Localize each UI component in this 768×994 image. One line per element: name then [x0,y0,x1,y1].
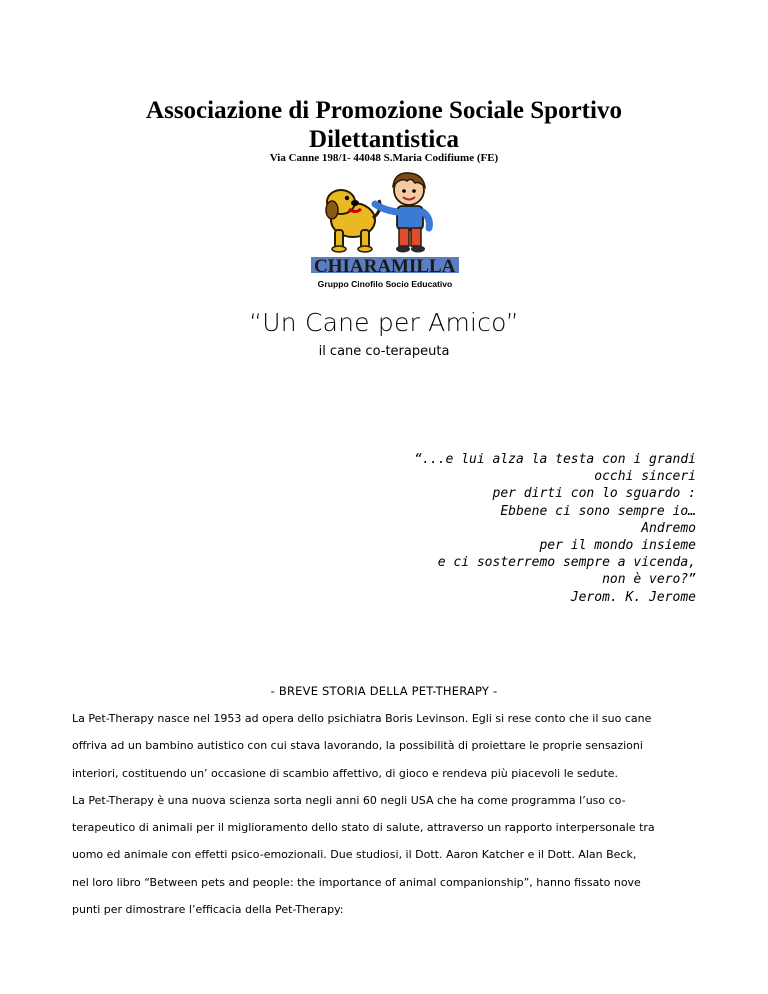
body-line: nel loro libro “Between pets and people: the importance of animal companionship”, hanno fissato nove [72,875,641,889]
document-title: “Un Cane per Amico” [249,308,519,337]
child-icon [375,173,429,253]
body-line: La Pet-Therapy nasce nel 1953 ad opera dello psichiatra Boris Levinson. Egli si rese conto che il suo cane [72,712,652,725]
organization-title [0,96,768,154]
body-line: offriva ad un bambino autistico con cui stava lavorando, la possibilità di proiettare le proprie sensazioni [72,739,643,753]
quote-line: e ci sosterremo sempre a vicenda, [437,555,696,571]
brand-name-part2: MILLA [391,256,456,277]
quote-line: Ebbene ci sono sempre io… [500,503,696,519]
chiaramilla-logo [305,172,465,294]
quote-line: per il mondo insieme [539,538,696,554]
quote-line: per dirti con lo sguardo : [492,486,696,502]
body-line: punti per dimostrare l’efficacia della Pet-Therapy: [72,903,344,917]
quote-line: non è vero?” [602,572,696,588]
body-line: interiori, costituendo un’ occasione di scambio affettivo, di gioco e rendeva più piacevoli le sedute. [72,766,619,780]
brand-caption: Gruppo Cinofilo Socio Educativo [317,279,453,289]
body-line: La Pet-Therapy è una nuova scienza sorta negli anni 60 negli USA che ha come programma l’uso co- [72,793,626,807]
body-line: terapeutico di animali per il miglioramento dello stato di salute, attraverso un rapporto interpersonale tra [72,821,655,835]
quote-author: Jerom. K. Jerome [570,589,696,605]
document-tagline: il cane co-terapeuta [318,344,450,359]
brand-name-part1: CHIARA [314,256,392,277]
organization-title-line1: Associazione di Promozione Sociale Sportivo [146,97,622,124]
section-heading: - BREVE STORIA DELLA PET-THERAPY - [270,684,498,698]
organization-address: Via Canne 198/1- 44048 S.Maria Codifiume (FE) [269,152,499,164]
epigraph-quote [296,451,696,606]
body-line: uomo ed animale con effetti psico-emozionali. Due studiosi, il Dott. Aaron Katcher e il Dott. Alan Beck, [72,848,637,862]
dog-icon [326,190,380,252]
quote-line: Andremo [641,520,696,536]
section-body [72,705,698,923]
organization-title-line2: Dilettantistica [309,126,459,153]
quote-line: “...e lui alza la testa con i grandi [414,452,696,467]
dog-and-child-illustration-icon [305,172,465,294]
quote-line: occhi sinceri [594,469,696,485]
